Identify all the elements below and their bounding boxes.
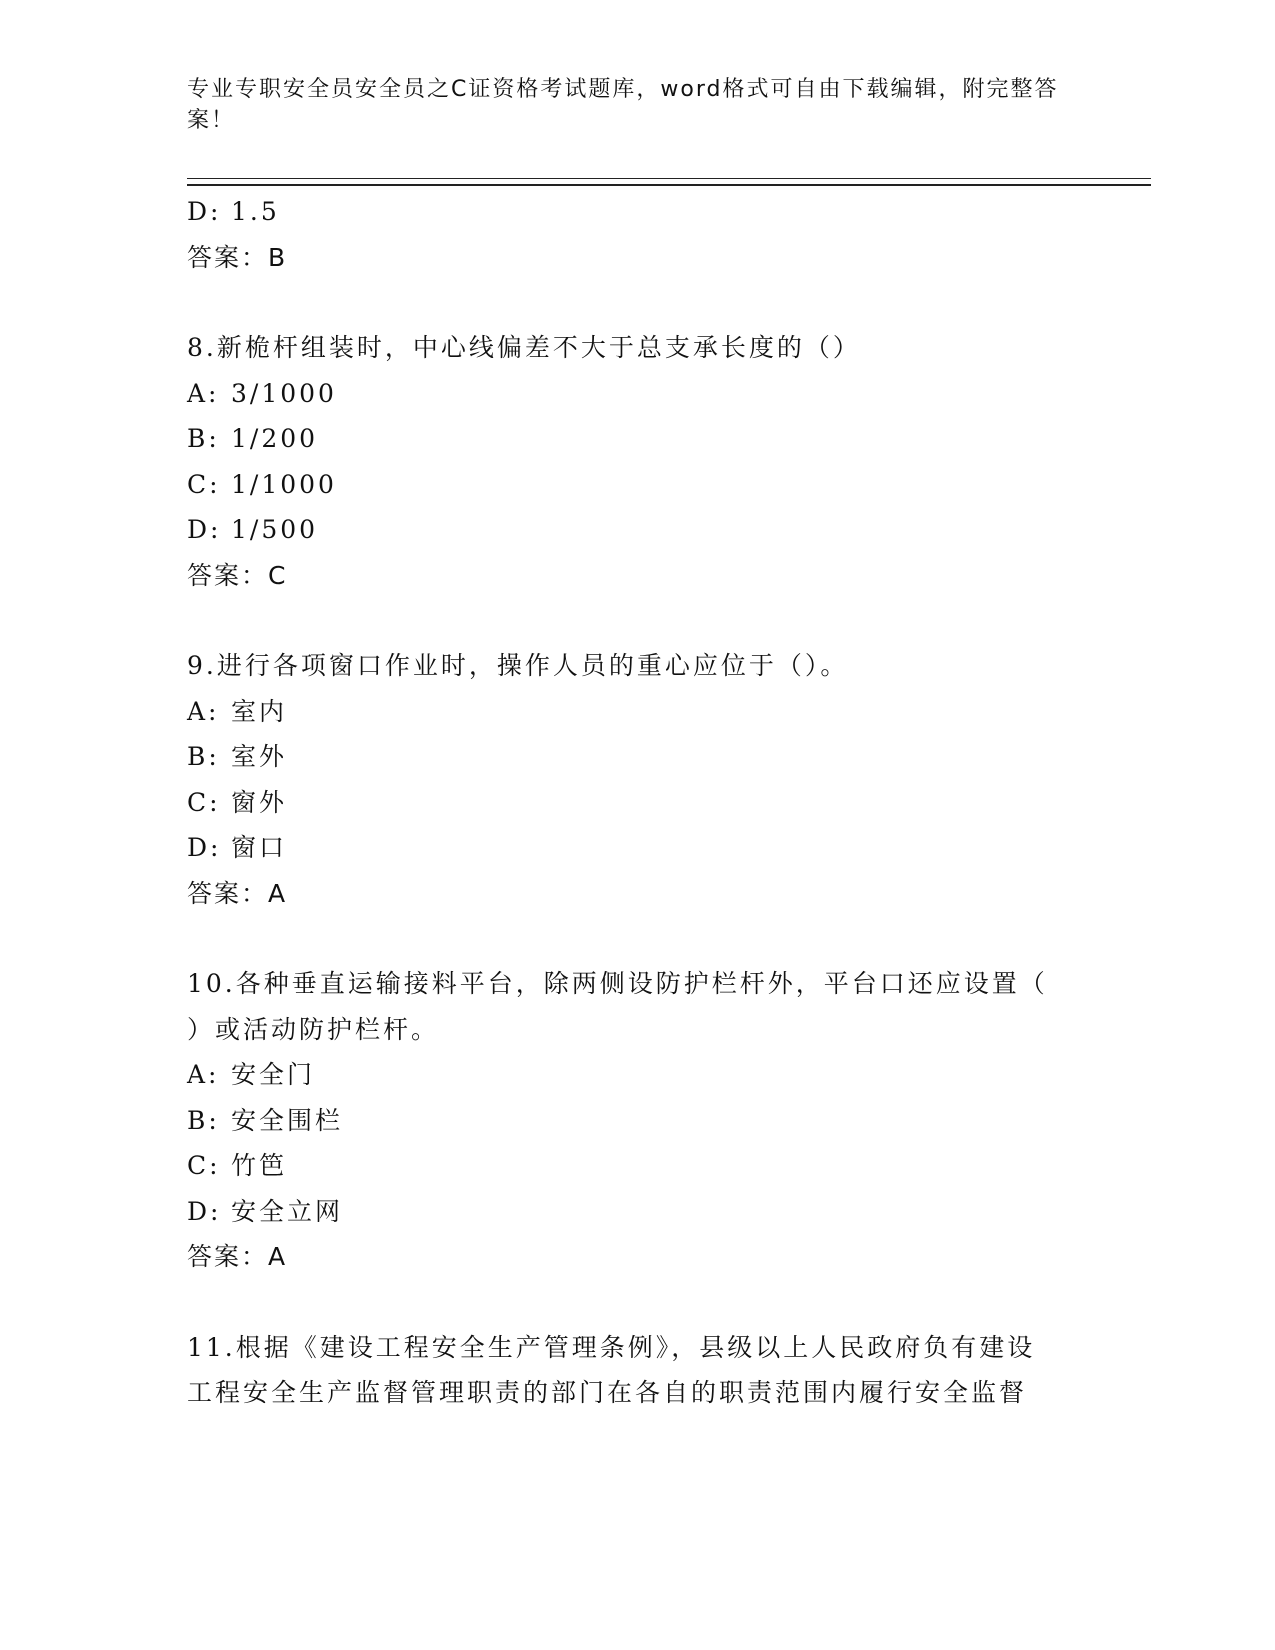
answer-line: 答案：C xyxy=(187,560,288,590)
option-letter: B: xyxy=(187,424,220,453)
question-text-line-2: ）或活动防护栏杆。 xyxy=(187,1014,440,1044)
option-text: 1/200 xyxy=(231,424,319,453)
question-text: 8.新桅杆组装时，中心线偏差不大于总支承长度的（） xyxy=(187,333,861,362)
option-c xyxy=(187,780,1087,826)
question-text-line-1: 11.根据《建设工程安全生产管理条例》，县级以上人民政府负有建设 xyxy=(187,1332,1036,1362)
option-text: 安全围栏 xyxy=(231,1105,344,1135)
question-text-line-1: 10.各种垂直运输接料平台，除两侧设防护栏杆外，平台口还应设置（ xyxy=(187,969,1048,998)
option-letter: A: xyxy=(187,696,220,726)
answer-line: 答案：A xyxy=(187,1242,288,1271)
spacer xyxy=(187,280,1087,325)
spacer xyxy=(187,1280,1087,1325)
option-letter: A: xyxy=(187,378,220,408)
option-letter: C: xyxy=(187,787,221,817)
option-text: 1/500 xyxy=(231,515,319,544)
option-letter: B: xyxy=(187,1105,220,1135)
option-text: 1.5 xyxy=(231,197,280,226)
option-a xyxy=(187,371,1087,417)
question-block-8 xyxy=(187,325,1087,598)
option-b xyxy=(187,416,1087,462)
option-b xyxy=(187,1098,1087,1144)
document-header: 专业专职安全员安全员之C证资格考试题库，word格式可自由下载编辑，附完整答案！ xyxy=(187,77,1059,133)
option-d xyxy=(187,825,1087,871)
question-block-9 xyxy=(187,643,1087,916)
option-letter: D: xyxy=(187,197,222,226)
question-block-11 xyxy=(187,1325,1087,1416)
answer-line: 答案：B xyxy=(187,242,288,272)
question-block-7 xyxy=(187,189,1087,280)
option-d xyxy=(187,1189,1087,1235)
option-letter: D: xyxy=(187,515,222,544)
spacer xyxy=(187,598,1087,643)
option-text: 1/1000 xyxy=(231,469,337,499)
option-letter: D: xyxy=(187,1196,222,1226)
option-letter: D: xyxy=(187,833,222,862)
option-text: 窗外 xyxy=(231,787,288,817)
question-block-10 xyxy=(187,961,1087,1280)
option-text: 窗口 xyxy=(231,833,288,862)
question-list xyxy=(187,189,1087,1416)
option-c xyxy=(187,1143,1087,1189)
option-text: 安全门 xyxy=(231,1060,316,1089)
option-d xyxy=(187,507,1087,553)
header-divider-thin xyxy=(187,178,1151,179)
spacer xyxy=(187,916,1087,961)
option-a xyxy=(187,1052,1087,1098)
header-divider-thick xyxy=(187,184,1151,186)
option-letter: B: xyxy=(187,742,220,771)
option-letter: C: xyxy=(187,1151,221,1180)
option-text: 竹笆 xyxy=(231,1151,288,1180)
option-text: 室内 xyxy=(231,696,288,726)
option-d xyxy=(187,189,1087,235)
option-c xyxy=(187,462,1087,508)
option-letter: A: xyxy=(187,1060,220,1089)
answer-line: 答案：A xyxy=(187,878,288,908)
option-text: 室外 xyxy=(231,742,288,771)
question-text-line-2: 工程安全生产监督管理职责的部门在各自的职责范围内履行安全监督 xyxy=(187,1378,1028,1407)
question-text: 9.进行各项窗口作业时，操作人员的重心应位于（）。 xyxy=(187,651,849,680)
option-b xyxy=(187,734,1087,780)
option-text: 3/1000 xyxy=(231,378,337,408)
option-text: 安全立网 xyxy=(231,1196,344,1226)
option-a xyxy=(187,689,1087,735)
option-letter: C: xyxy=(187,469,221,499)
